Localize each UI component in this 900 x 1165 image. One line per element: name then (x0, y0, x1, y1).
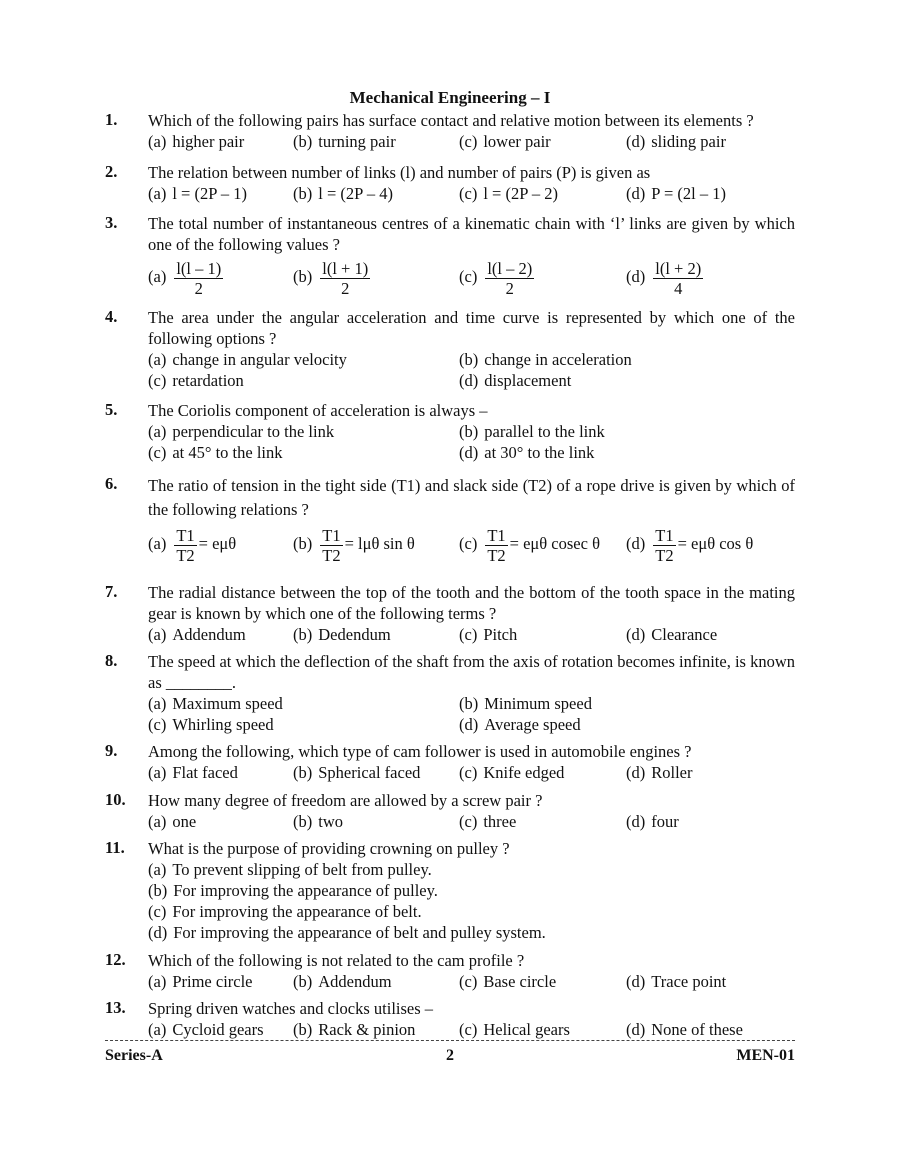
question-number: 13. (105, 998, 126, 1017)
question-text: Among the following, which type of cam follower is used in automobile engines ? (148, 742, 692, 761)
page-number: 2 (446, 1047, 454, 1064)
option-a: (a) $\frac{T1}{T2}$ = eμθ (148, 525, 237, 565)
options-row (148, 693, 795, 714)
question-text: The Coriolis component of acceleration is always – (148, 401, 488, 420)
option-c: (c) For improving the appearance of belt. (148, 902, 422, 921)
question-number: 12. (105, 950, 126, 969)
options-row (148, 370, 795, 391)
option-c: (c) lower pair (459, 132, 551, 151)
question-8 (105, 651, 795, 735)
options-row (148, 1019, 795, 1040)
option-a: (a) Flat faced (148, 763, 238, 782)
fraction: $\frac{l(l + 1)}{2}$ (322, 258, 369, 298)
option-c: (c) $\frac{T1}{T2}$ = eμθ cosec θ (459, 525, 600, 565)
question-number: 4. (105, 307, 118, 326)
option-c: (c) l = (2P – 2) (459, 184, 559, 203)
question-text: The ratio of tension in the tight side (T1) and slack side (T2) of a rope drive is given by which of the following relations ? (148, 476, 795, 519)
option-d: (d) None of these (626, 1020, 743, 1039)
option-b: (b) Rack & pinion (293, 1020, 416, 1039)
option-b: (b) Spherical faced (293, 763, 421, 782)
option-a: (a) Addendum (148, 625, 246, 644)
option-a: (a) Prime circle (148, 972, 253, 991)
question-text: How many degree of freedom are allowed by a screw pair ? (148, 791, 543, 810)
options-row (148, 442, 795, 463)
option-a: (a) l = (2P – 1) (148, 184, 248, 203)
options-row (148, 971, 795, 992)
option-b: (b) $\frac{T1}{T2}$ = lμθ sin θ (293, 525, 415, 565)
options-row (148, 183, 795, 204)
option-d: (d) Average speed (459, 715, 581, 734)
question-5 (105, 400, 795, 463)
option-a: (a) Cycloid gears (148, 1020, 264, 1039)
question-text: The relation between number of links (l) and number of pairs (P) is given as (148, 163, 651, 182)
options-row (148, 131, 795, 152)
question-text: The area under the angular acceleration and time curve is represented by which one of the following options ? (148, 308, 795, 348)
option-d: (d) Trace point (626, 972, 727, 991)
fraction: $\frac{l(l - 2)}{2}$ (487, 258, 533, 298)
question-12 (105, 950, 795, 992)
option-d: (d) Clearance (626, 625, 718, 644)
question-9 (105, 741, 795, 783)
options-row (148, 762, 795, 783)
question-number: 10. (105, 790, 126, 809)
option-c: (c) three (459, 812, 517, 831)
option-b: (b) Minimum speed (459, 694, 592, 713)
question-2 (105, 162, 795, 204)
question-number: 11. (105, 838, 125, 857)
fraction: $\frac{l(l + 2)}{4}$ (655, 258, 702, 298)
fraction: $\frac{T1}{T2}$ (487, 525, 506, 565)
question-6 (105, 474, 795, 566)
option-d: (d) $\frac{T1}{T2}$ = eμθ cos θ (626, 525, 754, 565)
question-10 (105, 790, 795, 832)
option-b: (b) Dedendum (293, 625, 391, 644)
question-1 (105, 110, 795, 152)
option-c: (c) Pitch (459, 625, 518, 644)
question-13 (105, 998, 795, 1040)
fraction: $\frac{T1}{T2}$ (176, 525, 195, 565)
option-d: (d) $\frac{l(l + 2)}{4}$ (626, 258, 702, 298)
option-c: (c) Whirling speed (148, 715, 274, 734)
question-11 (105, 838, 795, 943)
page-footer (105, 1040, 795, 1064)
option-b: (b) two (293, 812, 343, 831)
question-3 (105, 213, 795, 299)
question-number: 1. (105, 110, 118, 129)
options-row (148, 255, 795, 299)
options-row (148, 522, 795, 566)
question-text: Which of the following pairs has surface contact and relative motion between its elements ? (148, 111, 754, 130)
option-d: (d) P = (2l – 1) (626, 184, 726, 203)
question-number: 9. (105, 741, 118, 760)
option-b: (b) change in acceleration (459, 350, 632, 369)
option-b: (b) For improving the appearance of pulley. (148, 881, 438, 900)
options-row (148, 714, 795, 735)
options-row (148, 349, 795, 370)
option-c: (c) retardation (148, 371, 244, 390)
option-a: (a) change in angular velocity (148, 350, 347, 369)
option-d: (d) displacement (459, 371, 572, 390)
option-c: (c) Helical gears (459, 1020, 570, 1039)
option-b: (b) Addendum (293, 972, 392, 991)
question-text: What is the purpose of providing crowning on pulley ? (148, 839, 510, 858)
options-row (148, 811, 795, 832)
option-a: (a) $\frac{l(l - 1)}{2}$ (148, 258, 222, 298)
option-a: (a) Maximum speed (148, 694, 283, 713)
question-text: Which of the following is not related to the cam profile ? (148, 951, 525, 970)
question-4 (105, 307, 795, 391)
option-c: (c) at 45° to the link (148, 443, 283, 462)
option-a: (a) perpendicular to the link (148, 422, 335, 441)
options-row (148, 421, 795, 442)
question-7 (105, 582, 795, 645)
question-number: 8. (105, 651, 118, 670)
paper-code: MEN-01 (736, 1047, 795, 1064)
option-c: (c) Knife edged (459, 763, 565, 782)
question-number: 3. (105, 213, 118, 232)
option-a: (a) To prevent slipping of belt from pulley. (148, 860, 432, 879)
option-a: (a) one (148, 812, 197, 831)
fraction: $\frac{T1}{T2}$ (655, 525, 674, 565)
question-number: 5. (105, 400, 118, 419)
question-number: 6. (105, 474, 118, 493)
question-number: 2. (105, 162, 118, 181)
question-text: The total number of instantaneous centres of a kinematic chain with ‘l’ links are given by which one of the following values ? (148, 214, 795, 254)
option-d: (d) at 30° to the link (459, 443, 595, 462)
option-d: (d) sliding pair (626, 132, 726, 151)
option-c: (c) $\frac{l(l - 2)}{2}$ (459, 258, 533, 298)
option-b: (b) turning pair (293, 132, 396, 151)
option-d: (d) For improving the appearance of belt and pulley system. (148, 923, 546, 942)
fraction: $\frac{l(l - 1)}{2}$ (176, 258, 222, 298)
question-number: 7. (105, 582, 118, 601)
option-a: (a) higher pair (148, 132, 245, 151)
question-text: The radial distance between the top of the tooth and the bottom of the tooth space in the mating gear is known by which one of the following terms ? (148, 583, 795, 623)
option-b: (b) $\frac{l(l + 1)}{2}$ (293, 258, 369, 298)
option-b: (b) l = (2P – 4) (293, 184, 393, 203)
option-b: (b) parallel to the link (459, 422, 605, 441)
options-row (148, 624, 795, 645)
option-c: (c) Base circle (459, 972, 557, 991)
option-d: (d) Roller (626, 763, 693, 782)
question-text: Spring driven watches and clocks utilises – (148, 999, 434, 1018)
series-label: Series-A (105, 1047, 163, 1064)
page-title: Mechanical Engineering – I (349, 88, 551, 107)
question-text: The speed at which the deflection of the shaft from the axis of rotation becomes infinite, is known as ________. (148, 652, 795, 692)
fraction: $\frac{T1}{T2}$ (322, 525, 341, 565)
option-d: (d) four (626, 812, 679, 831)
